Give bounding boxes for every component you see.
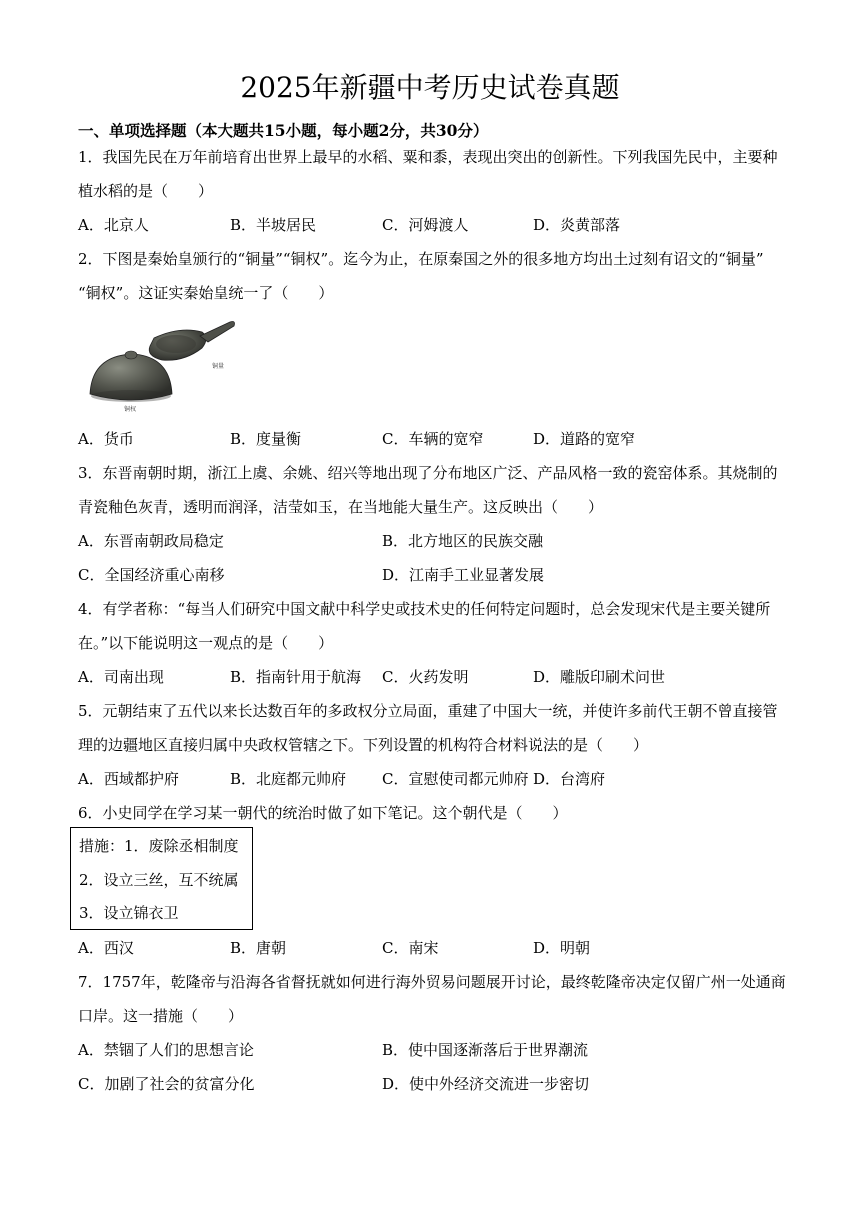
question-4-option-d[interactable]: D．雕版印刷术问世 bbox=[533, 668, 666, 686]
question-1-line-1: 1．我国先民在万年前培育出世界上最早的水稻、粟和黍，表现出突出的创新性。下列我国先民中，主要种 bbox=[78, 148, 778, 166]
page-title: 2025年新疆中考历史试卷真题 bbox=[240, 71, 620, 104]
question-7-option-a[interactable]: A．禁锢了人们的思想言论 bbox=[78, 1041, 254, 1059]
question-5-option-a[interactable]: A．西域都护府 bbox=[78, 770, 179, 788]
question-3-line-1: 3．东晋南朝时期，浙江上虞、余姚、绍兴等地出现了分布地区广泛、产品风格一致的瓷窑体系。其烧制的 bbox=[78, 464, 778, 482]
note-line-1: 措施：1．废除丞相制度 bbox=[79, 837, 239, 855]
question-4-line-2: 在。”以下能说明这一观点的是（ ） bbox=[78, 634, 334, 652]
question-6-option-b[interactable]: B．唐朝 bbox=[230, 939, 287, 957]
question-1-option-b[interactable]: B．半坡居民 bbox=[230, 216, 317, 234]
question-5-line-1: 5．元朝结束了五代以来长达数百年的多政权分立局面，重建了中国大一统，并使许多前代王朝不曾直接管 bbox=[78, 702, 778, 720]
question-4-option-b[interactable]: B．指南针用于航海 bbox=[230, 668, 362, 686]
question-5-option-c[interactable]: C．宣慰使司都元帅府 bbox=[382, 770, 529, 788]
question-2-option-a[interactable]: A．货币 bbox=[78, 430, 134, 448]
section-heading: 一、单项选择题（本大题共15小题，每小题2分，共30分） bbox=[78, 121, 489, 140]
question-6-option-a[interactable]: A．西汉 bbox=[78, 939, 134, 957]
question-6-option-d[interactable]: D．明朝 bbox=[533, 939, 591, 957]
question-2-option-d[interactable]: D．道路的宽窄 bbox=[533, 430, 636, 448]
question-7-option-c[interactable]: C．加剧了社会的贫富分化 bbox=[78, 1075, 255, 1093]
question-2-option-c[interactable]: C．车辆的宽窄 bbox=[382, 430, 484, 448]
question-7-option-d[interactable]: D．使中外经济交流进一步密切 bbox=[382, 1075, 590, 1093]
question-5-line-2: 理的边疆地区直接归属中央政权管辖之下。下列设置的机构符合材料说法的是（ ） bbox=[78, 736, 649, 754]
question-6-option-c[interactable]: C．南宋 bbox=[382, 939, 439, 957]
question-2-line-2: “铜权”。这证实秦始皇统一了（ ） bbox=[78, 284, 334, 302]
question-3-option-d[interactable]: D．江南手工业显著发展 bbox=[382, 566, 545, 584]
question-2-option-b[interactable]: B．度量衡 bbox=[230, 430, 302, 448]
question-3-line-2: 青瓷釉色灰青，透明而润泽，洁莹如玉，在当地能大量生产。这反映出（ ） bbox=[78, 498, 604, 516]
note-line-3: 3．设立锦衣卫 bbox=[79, 904, 179, 922]
question-7-line-2: 口岸。这一措施（ ） bbox=[78, 1007, 244, 1025]
question-5-option-d[interactable]: D．台湾府 bbox=[533, 770, 606, 788]
figure-label-measure: 铜量 bbox=[212, 363, 225, 370]
note-line-2: 2．设立三丝，互不统属 bbox=[79, 871, 239, 889]
question-7-option-b[interactable]: B．使中国逐渐落后于世界潮流 bbox=[382, 1041, 589, 1059]
question-4-option-a[interactable]: A．司南出现 bbox=[78, 668, 164, 686]
figure-label-weight: 铜权 bbox=[124, 406, 137, 413]
question-1-option-c[interactable]: C．河姆渡人 bbox=[382, 216, 469, 234]
study-notes-box bbox=[70, 827, 253, 930]
question-6-line-1: 6．小史同学在学习某一朝代的统治时做了如下笔记。这个朝代是（ ） bbox=[78, 804, 568, 822]
bronze-measure-weight-photo bbox=[84, 316, 242, 416]
copper-measure-handle bbox=[200, 322, 235, 343]
question-7-line-1: 7．1757年，乾隆帝与沿海各省督抚就如何进行海外贸易问题展开讨论，最终乾隆帝决定仅留广州一处通商 bbox=[78, 973, 786, 991]
question-3-option-b[interactable]: B．北方地区的民族交融 bbox=[382, 532, 544, 550]
question-1-line-2: 植水稻的是（ ） bbox=[78, 182, 214, 200]
question-1-option-a[interactable]: A．北京人 bbox=[78, 216, 149, 234]
question-3-option-a[interactable]: A．东晋南朝政局稳定 bbox=[78, 532, 224, 550]
question-4-line-1: 4．有学者称：“每当人们研究中国文献中科学史或技术史的任何特定问题时，总会发现宋代是主要关键所 bbox=[78, 600, 771, 618]
question-4-option-c[interactable]: C．火药发明 bbox=[382, 668, 469, 686]
question-5-option-b[interactable]: B．北庭都元帅府 bbox=[230, 770, 347, 788]
question-1-option-d[interactable]: D．炎黄部落 bbox=[533, 216, 621, 234]
question-3-option-c[interactable]: C．全国经济重心南移 bbox=[78, 566, 225, 584]
question-2-line-1: 2．下图是秦始皇颁行的“铜量”“铜权”。迄今为止，在原秦国之外的很多地方均出土过刻有诏文的“铜量” bbox=[78, 250, 764, 268]
